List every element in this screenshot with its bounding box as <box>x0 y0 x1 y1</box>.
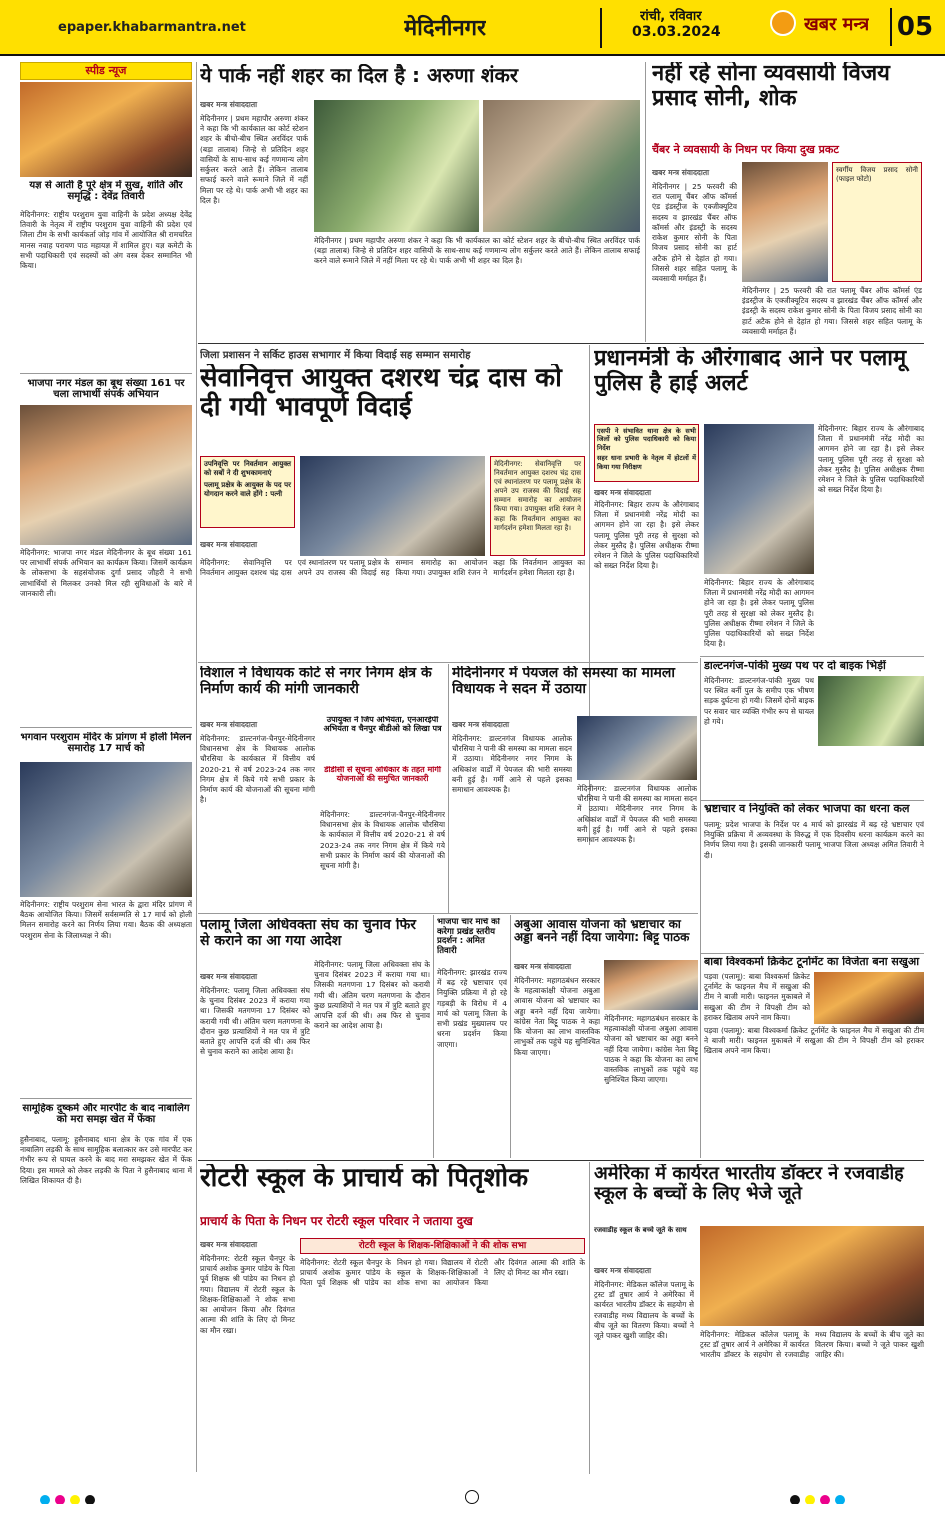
article-title: रोटरी स्कूल के प्राचार्य को पितृशोक <box>200 1164 529 1193</box>
article-body: मेदिनीनगर: रोटरी स्कूल चैनपुर के प्राचार्य अशोक कुमार पांडेय के पिता पूर्व शिक्षक श्री पांडेय का निधन हो गया। विद्यालय में रोटरी स्कूल के शिक्षक-शिक्षिकाओं ने शोक सभा का आयोजन किया और दिवंगत आत्मा की शांति के लिए दो मिनट का मौन रखा। <box>200 1254 295 1335</box>
divider <box>198 1160 924 1161</box>
speed-news-label: स्पीड न्यूज <box>85 64 127 77</box>
article-title: नहीं रहे सोना व्यवसायी विजय प्रसाद सोनी, शोक <box>652 62 890 111</box>
article-subtitle: प्राचार्य के पिता के निधन पर रोटरी स्कूल परिवार ने जताया दुख <box>200 1214 473 1228</box>
article-body-continued: मेदिनीनगर: मेडिकल कॉलेज पलामू के ट्रस्ट डॉ तुषार आर्य ने अमेरिका में कार्यरत भारतीय डॉक्टर के सहयोग से रजवाडीह मध्य विद्यालय के बच्चों के बीच जूते का वितरण किया। बच्चों ने जूते पाकर खुशी जाहिर की। <box>700 1330 924 1360</box>
divider <box>198 913 698 914</box>
article-title: भाजपा नगर मंडल का बूथ संख्या 161 पर चला लाभार्थी संपर्क अभियान <box>27 378 185 401</box>
byline: खबर मन्त्र संवाददाता <box>200 540 258 549</box>
accident-photo <box>818 676 924 746</box>
cyan-dot <box>835 1495 845 1504</box>
byline: खबर मन्त्र संवाददाता <box>594 1266 652 1275</box>
article-body-continued: मेदिनीनगर | प्रथम महापौर अरुणा शंकर ने कहा कि भी कार्यकाल का कोर्ट स्टेशन शहर के बीचो-बीच स्थित अरविंदर पार्क (बड़ा तालाब) जिन्हे से प्रतिदिन शहर वासियों के साथ-साथ कई गणमान्य लोग सर्कुलर करते आते हैं। लेकिन तालाब सफाई करने वाले रूमाने जिले में नहीं मिला पर रहे थे। पार्क अभी भी शहर का दिल है। <box>314 236 640 266</box>
article-title: भाजपा चार मार्च को करेगा प्रखंड स्तरीय प्रदर्शन : अमित तिवारी <box>437 918 500 956</box>
awas-photo <box>604 960 698 1010</box>
article-title: यज्ञ से आती है पूरे क्षेत्र में सुख, शांति और समृद्धि : देवेंद्र तिवारी <box>29 180 183 203</box>
divider <box>198 662 698 663</box>
column-divider <box>510 915 511 1158</box>
page-number: 05 <box>890 8 938 46</box>
article-title: बाबा विश्वकर्मा क्रिकेट टूर्नामेंट का विजेता बना सखुआ <box>704 956 920 968</box>
article-title: ये पार्क नहीं शहर का दिल है : अरुणा शंकर <box>200 64 519 87</box>
photo-caption: मेदिनीनगर: सेवानिवृत्ति पर निवर्तमान आयुक्त दशरथ चंद्र दास एवं स्थानांतरण पर पलामू प्रक्षेत्र के अपने उप राजस्व की विदाई सह सम्मान समारोह का आयोजन किया गया। उपायुक्त शशि रंजन ने कहा कि निवर्तमान आयुक्त का मार्गदर्शन हमेशा मिलता रहा है। <box>490 456 585 556</box>
cricket-photo <box>814 972 924 1024</box>
byline: खबर मन्त्र संवाददाता <box>594 488 652 497</box>
article-body: मेदिनीनगर: पलामू जिला अधिवक्ता संघ के चुनाव दिसंबर 2023 में कराया गया था। जिसकी मतगणना 17 दिसंबर को करायी गयी थी। अंतिम चरण मतगणना के दौरान कुछ प्रत्याशियों ने मत पत्र में त्रुटि बताते हुए आपत्ति दर्ज की थी। अब फिर से चुनाव कराने का आदेश आया है। <box>200 986 310 1057</box>
article-body: मेदिनीनगर: महागठबंधन सरकार के महत्वाकांक्षी योजना अबुआ आवास योजना को भ्रष्टाचार का अड्डा बनने नहीं दिया जायेगा। कांग्रेस नेता बिट्टू पाठक ने कहा कि योजना का लाभ वास्तविक लाभुकों तक पहुंचे यह सुनिश्चित किया जाएगा। <box>514 976 600 1057</box>
yagya-photo <box>20 82 192 177</box>
byline: खबर मन्त्र संवाददाता <box>652 168 710 177</box>
rotary-box-header <box>300 1238 585 1254</box>
divider <box>700 800 924 801</box>
article-body-continued: मेदिनीनगर | 25 फरवरी की रात पलामू चैंबर ऑफ कॉमर्स एंड इंडस्ट्रीज के एक्जीक्यूटिव सदस्य व झारखंड चैंबर ऑफ कॉमर्स और इंडस्ट्री के सदस्य राकेश कुमार सोनी के पिता विजय प्रसाद सोनी का हार्ट अटैक होने से देहांत हो गया। जिससे शहर सहित पलामू के व्यवसायी मर्माहत हैं। <box>742 286 922 336</box>
article-title: प्रधानमंत्री के औरंगाबाद आने पर पलामू पुलिस है हाई अलर्ट <box>594 347 907 396</box>
article-body: मेदिनीनगर: राष्ट्रीय परशुराम युवा वाहिनी के प्रदेश अध्यक्ष देवेंद्र तिवारी के नेतृत्व में राष्ट्रीय परशुराम युवा वाहिनी की प्रदेश एवं जिला टीम के सभी कार्यकर्ता जोड़ गांव में आयोजित श्री रामचरित मानस नवाह परायण पाठ महायज्ञ में शामिल हुए। यज्ञ कमेटी के सभी पदाधिकारी एवं सदस्यों को अंग वस्त्र देकर सम्मानित भी किया। <box>20 210 192 271</box>
edition-date: 03.03.2024 <box>632 24 721 40</box>
yellow-dot <box>70 1495 80 1504</box>
parshuram-meeting-photo <box>20 762 192 897</box>
article-body: मेदिनीनगर: राष्ट्रीय परशुराम सेना भारत के द्वारा मंदिर प्रांगण में बैठक आयोजित किया। जिसमें सर्वसम्मति से 17 मार्च को होली मिलन समारोह करने का निर्णय लिया गया। बैठक की अध्यक्षता परशुराम सेना के जिलाध्यक्ष ने की। <box>20 900 192 940</box>
magenta-dot <box>820 1495 830 1504</box>
article-title: पलामू जिला अधिवक्ता संघ का चुनाव फिर से कराने का आ गया आदेश <box>200 918 416 949</box>
magenta-dot <box>55 1495 65 1504</box>
police-photo <box>704 424 814 574</box>
article-body-continued: मेदिनीनगर: रोटरी स्कूल चैनपुर के प्राचार्य अशोक कुमार पांडेय के पिता पूर्व शिक्षक श्री पांडेय का निधन हो गया। विद्यालय में रोटरी स्कूल के शिक्षक-शिक्षिकाओं ने शोक सभा का आयोजन किया और दिवंगत आत्मा की शांति के लिए दो मिनट का मौन रखा। <box>300 1258 585 1288</box>
article-title: भ्रष्टाचार व नियुक्ति को लेकर भाजपा का धरना कल <box>704 803 910 815</box>
brand-name: खबर मन्त्र <box>804 14 870 35</box>
yellow-dot <box>805 1495 815 1504</box>
color-registration-strip <box>40 1490 160 1504</box>
masthead <box>0 0 945 56</box>
article-title: भगवान परशुराम मंदिर के प्रांगण में होली मिलन समारोह 17 मार्च को <box>20 732 192 755</box>
article-body: पड़वा (पलामू): बाबा विश्वकर्मा क्रिकेट टूर्नामेंट के फाइनल मैच में सखुआ की टीम ने बाजी मारी। फाइनल मुकाबले में सखुआ की टीम ने विपक्षी टीम को हराकर खिताब अपने नाम किया। <box>704 972 810 1022</box>
school-children-photo <box>700 1226 924 1326</box>
divider <box>20 1098 192 1099</box>
article-sub-headline: डीडीसी से सूचना अधिकार के तहत मांगी योजनाओं की समुचित जानकारी <box>324 766 441 783</box>
assembly-photo <box>577 716 697 780</box>
article-body-continued: मेदिनीनगर: डाल्टनगंज-चैनपुर-मेदिनीनगर विधानसभा क्षेत्र के विधायक आलोक चौरसिया के कार्यकाल में वित्तीय वर्ष 2020-21 से वर्ष 2023-24 तक नगर निगम क्षेत्र में किये गये सभी प्रकार के निर्माण कार्य की योजनाओं की सूचना मांगी है। <box>320 810 445 871</box>
divider <box>20 727 192 728</box>
article-body-continued: मेदिनीनगर: पलामू जिला अधिवक्ता संघ के चुनाव दिसंबर 2023 में कराया गया था। जिसकी मतगणना 17 दिसंबर को करायी गयी थी। अंतिम चरण मतगणना के दौरान कुछ प्रत्याशियों ने मत पत्र में त्रुटि बताते हुए आपत्ति दर्ज की थी। अब फिर से चुनाव कराने का आदेश आया है। <box>314 960 430 1031</box>
speed-news-label-bar <box>20 62 192 80</box>
divider <box>198 343 924 344</box>
article-title: अबुआ आवास योजना को भ्रष्टाचार का अड्डा बनने नहीं दिया जायेगा: बिट्टू पाठक <box>514 918 690 945</box>
highlight-box <box>200 456 295 528</box>
portrait-photo <box>742 162 828 282</box>
color-registration-strip <box>790 1490 910 1504</box>
article-body: मेदिनीनगर | 25 फरवरी की रात पलामू चैंबर ऑफ कॉमर्स एंड इंडस्ट्रीज के एक्जीक्यूटिव सदस्य व झारखंड चैंबर ऑफ कॉमर्स और इंडस्ट्री के सदस्य राकेश कुमार सोनी के पिता विजय प्रसाद सोनी का हार्ट अटैक होने से देहांत हो गया। जिससे शहर सहित पलामू के व्यवसायी मर्माहत हैं। <box>652 182 737 283</box>
article-body: मेदिनीनगर: भाजपा नगर मंडल मेदिनीनगर के बूथ संख्या 161 पर लाभार्थी संपर्क अभियान का कार्यक्रम किया। जिसमें कार्यक्रम के लोकसभा के सहसंयोजक दुर्गा प्रसाद जौहरी ने सभी लाभार्थियों से मिलकर उनको मिल रही सुविधाओं के बारे में जानकारी ली। <box>20 548 192 598</box>
highlight-point: सहर धाना प्रभारी के नेतृत्व में होटलों में किया गया निरीक्षण <box>597 454 696 471</box>
brand-logo-icon <box>770 10 796 36</box>
byline: खबर मन्त्र संवाददाता <box>514 962 572 971</box>
rotary-box-title: रोटरी स्कूल के शिक्षक-शिक्षिकाओं ने की शोक सभा <box>358 1241 527 1251</box>
edition-city: मेदिनीनगर <box>404 16 487 41</box>
article-body: मेदिनीनगर: मेडिकल कॉलेज पलामू के ट्रस्ट डॉ तुषार आर्य ने अमेरिका में कार्यरत भारतीय डॉक्टर के सहयोग से रजवाडीह मध्य विद्यालय के बच्चों के बीच जूते का वितरण किया। बच्चों ने जूते पाकर खुशी जाहिर की। <box>594 1280 694 1341</box>
photo-caption: रजवाडीह स्कूल के बच्चे जूते के साथ <box>594 1226 687 1234</box>
divider <box>600 8 602 48</box>
registration-mark-icon <box>465 1490 479 1504</box>
column-divider <box>448 664 449 914</box>
article-body: मेदिनीनगर: सेवानिवृत्ति पर निवर्तमान आयुक्त दशरथ चंद्र दास एवं स्थानांतरण पर पलामू प्रक्षेत्र के अपने उप राजस्व की विदाई सह सम्मान समारोह का आयोजन किया गया। उपायुक्त शशि रंजन ने कहा कि निवर्तमान आयुक्त का मार्गदर्शन हमेशा मिलता रहा है। <box>200 558 585 578</box>
highlight-box <box>594 424 699 482</box>
divider <box>20 373 192 374</box>
article-title: मेदिनीनगर में पेयजल की समस्या का मामला विधायक ने सदन में उठाया <box>452 666 676 697</box>
highlight-point: उपनिवृत्ति पर निवर्तमान आयुक्त को सबों ने दी शुभकामनाएं <box>204 460 291 478</box>
article-body: मेदिनीनगर: डाल्टनगंज विधायक आलोक चौरसिया ने पानी की समस्या का मामला सदन में उठाया। मेदिनीनगर नगर निगम के अधिकांश वार्डों में पेयजल की भारी समस्या बनी हुई है। गर्मी आने से पहले इसका समाधान आवश्यक है। <box>452 734 572 795</box>
column-divider <box>196 62 197 1472</box>
article-body-continued: मेदिनीनगर: बिहार राज्य के औरंगाबाद जिला में प्रधानमंत्री नरेंद्र मोदी का आगमन होने जा रहा है। इसे लेकर पलामू पुलिस पूरी तरह से सुरक्षा को लेकर मुस्तैद है। पुलिस अधीक्षक रीष्मा रमेशन ने जिले के पुलिस पदाधिकारियों को सख्त निर्देश दिया है। <box>818 424 924 495</box>
article-body-continued: पड़वा (पलामू): बाबा विश्वकर्मा क्रिकेट टूर्नामेंट के फाइनल मैच में सखुआ की टीम ने बाजी मारी। फाइनल मुकाबले में सखुआ की टीम ने विपक्षी टीम को हराकर खिताब अपने नाम किया। <box>704 1026 924 1056</box>
site-url[interactable]: epaper.khabarmantra.net <box>58 20 246 35</box>
highlight-point: एसपी ने संभावित थाना क्षेत्र के सभी जिलों को पुलिस पदाधिकारी को किया निर्देश <box>597 427 696 452</box>
byline: खबर मन्त्र संवाददाता <box>452 720 510 729</box>
column-divider <box>589 1162 590 1474</box>
column-divider <box>645 62 646 342</box>
article-body: हुसैनाबाद, पलामू: हुसैनाबाद थाना क्षेत्र के एक गांव में एक नाबालिग लड़की के साथ सामूहिक बलात्कार कर उसे मारपीट कर गंभीर रूप से घायल करने के बाद मरा समझकर खेत में फेंक दिया। इस मामले को लेकर लड़की के पिता ने हुसैनाबाद थाना में लिखित शिकायत दी है। <box>20 1135 192 1185</box>
article-body: मेदिनीनगर: डाल्टनगंज-चैनपुर-मेदिनीनगर विधानसभा क्षेत्र के विधायक आलोक चौरसिया के कार्यकाल में वित्तीय वर्ष 2020-21 से वर्ष 2023-24 तक नगर निगम क्षेत्र में किये गये सभी प्रकार के निर्माण कार्य की योजनाओं की सूचना मांगी है। <box>200 734 315 805</box>
article-body-continued: मेदिनीनगर: महागठबंधन सरकार के महत्वाकांक्षी योजना अबुआ आवास योजना को भ्रष्टाचार का अड्डा बनने नहीं दिया जायेगा। कांग्रेस नेता बिट्टू पाठक ने कहा कि योजना का लाभ वास्तविक लाभुकों तक पहुंचे यह सुनिश्चित किया जाएगा। <box>604 1014 698 1085</box>
photo-caption: स्वर्गीय विजय प्रसाद सोनी (फाइल फोटो) <box>832 162 922 282</box>
article-body: मेदिनीनगर: झारखंड राज्य में बढ़ रहे भ्रष्टाचार एवं नियुक्ति प्रक्रिया में हो रहे गड़बड़ी के विरोध में 4 मार्च को पलामू जिला के सभी प्रखंड मुख्यालय पर धरना प्रदर्शन किया जाएगा। <box>437 968 507 1049</box>
park-photo <box>483 100 640 232</box>
column-divider <box>433 915 434 1158</box>
edition-place: रांची, रविवार <box>640 9 702 24</box>
article-title: सेवानिवृत्त आयुक्त दशरथ चंद्र दास को दी गयी भावपूर्ण विदाई <box>200 364 562 423</box>
article-body: मेदिनीनगर: बिहार राज्य के औरंगाबाद जिला में प्रधानमंत्री नरेंद्र मोदी का आगमन होने जा रहा है। इसे लेकर पलामू पुलिस पूरी तरह से सुरक्षा को लेकर मुस्तैद है। पुलिस अधीक्षक रीष्मा रमेशन ने जिले के पुलिस पदाधिकारियों को सख्त निर्देश दिया है। <box>594 500 699 571</box>
cyan-dot <box>40 1495 50 1504</box>
article-body: मेदिनीनगर: डाल्टनगंज-पांकी मुख्य पथ पर स्थित बर्नी पुल के समीप एक भीषण सड़क दुर्घटना हो गयी। जिसमें दोनों बाइक पर सवार चार व्यक्ति गंभीर रूप से घायल हो गये। <box>704 676 814 726</box>
divider <box>700 953 924 954</box>
bjp-booth-photo <box>20 405 192 545</box>
byline: खबर मन्त्र संवाददाता <box>200 1240 258 1249</box>
article-title: सामूहिक दुष्कर्म और मारपीट के बाद नाबालिग को मरा समझ खेत में फेंका <box>22 1103 190 1126</box>
article-kicker: जिला प्रशासन ने सर्किट हाउस सभागार में किया विदाई सह सम्मान समारोह <box>200 350 471 361</box>
article-subtitle: चैंबर ने व्यवसायी के निधन पर किया दुख प्रकट <box>652 143 839 156</box>
farewell-photo <box>300 456 485 556</box>
article-body: मेदिनीनगर | प्रथम महापौर अरुणा शंकर ने कहा कि भी कार्यकाल का कोर्ट स्टेशन शहर के बीचो-बीच स्थित अरविंदर पार्क (बड़ा तालाब) जिन्हे से प्रतिदिन शहर वासियों के साथ-साथ कई गणमान्य लोग सर्कुलर करते आते हैं। लेकिन तालाब सफाई करने वाले रूमाने जिले में नहीं मिला पर रहे थे। पार्क अभी भी शहर का दिल है। <box>200 114 308 205</box>
article-title: अमेरिका में कार्यरत भारतीय डॉक्टर ने रजवाडीह स्कूल के बच्चों के लिए भेजे जूते <box>594 1164 904 1205</box>
article-title: विशाल ने विधायक कोटे से नगर निगम क्षेत्र के निर्माण कार्य की मांगी जानकारी <box>200 666 432 697</box>
highlight-point: पलामू प्रक्षेत्र के आयुक्त के पद पर योगदान करने वाले होंगे : पत्नी <box>204 481 291 499</box>
article-title: डाल्टनगंज-पांकी मुख्य पथ पर दो बाइक भिड़ीं <box>704 660 886 672</box>
article-body: पलामू: प्रदेश भाजपा के निर्देश पर 4 मार्च को झारखंड में बढ़ रहे भ्रष्टाचार एवं नियुक्ति प्रक्रिया में अव्यवस्था के विरुद्ध में एक दिवसीय धरना कार्यक्रम करने का निर्णय लिया गया है। इसकी जानकारी पलामू भाजपा जिला अध्यक्ष अमित तिवारी ने दी। <box>704 820 924 860</box>
black-dot <box>85 1495 95 1504</box>
byline: खबर मन्त्र संवाददाता <box>200 100 258 109</box>
byline: खबर मन्त्र संवाददाता <box>200 720 258 729</box>
lake-photo <box>314 100 479 232</box>
article-body-continued: मेदिनीनगर: बिहार राज्य के औरंगाबाद जिला में प्रधानमंत्री नरेंद्र मोदी का आगमन होने जा रहा है। इसे लेकर पलामू पुलिस पूरी तरह से सुरक्षा को लेकर मुस्तैद है। पुलिस अधीक्षक रीष्मा रमेशन ने जिले के पुलिस पदाधिकारियों को सख्त निर्देश दिया है। <box>704 578 814 649</box>
article-sub-headline: उपायुक्त ने जिप अभियंता, एनआरईपी अभियंता व चैनपुर बीडीओ को लिखा पत्र <box>323 716 442 733</box>
column-divider <box>700 658 701 1158</box>
byline: खबर मन्त्र संवाददाता <box>200 972 258 981</box>
black-dot <box>790 1495 800 1504</box>
divider <box>700 656 924 657</box>
article-body-continued: मेदिनीनगर: डाल्टनगंज विधायक आलोक चौरसिया ने पानी की समस्या का मामला सदन में उठाया। मेदिनीनगर नगर निगम के अधिकांश वार्डों में पेयजल की भारी समस्या बनी हुई है। गर्मी आने से पहले इसका समाधान आवश्यक है। <box>577 784 697 845</box>
